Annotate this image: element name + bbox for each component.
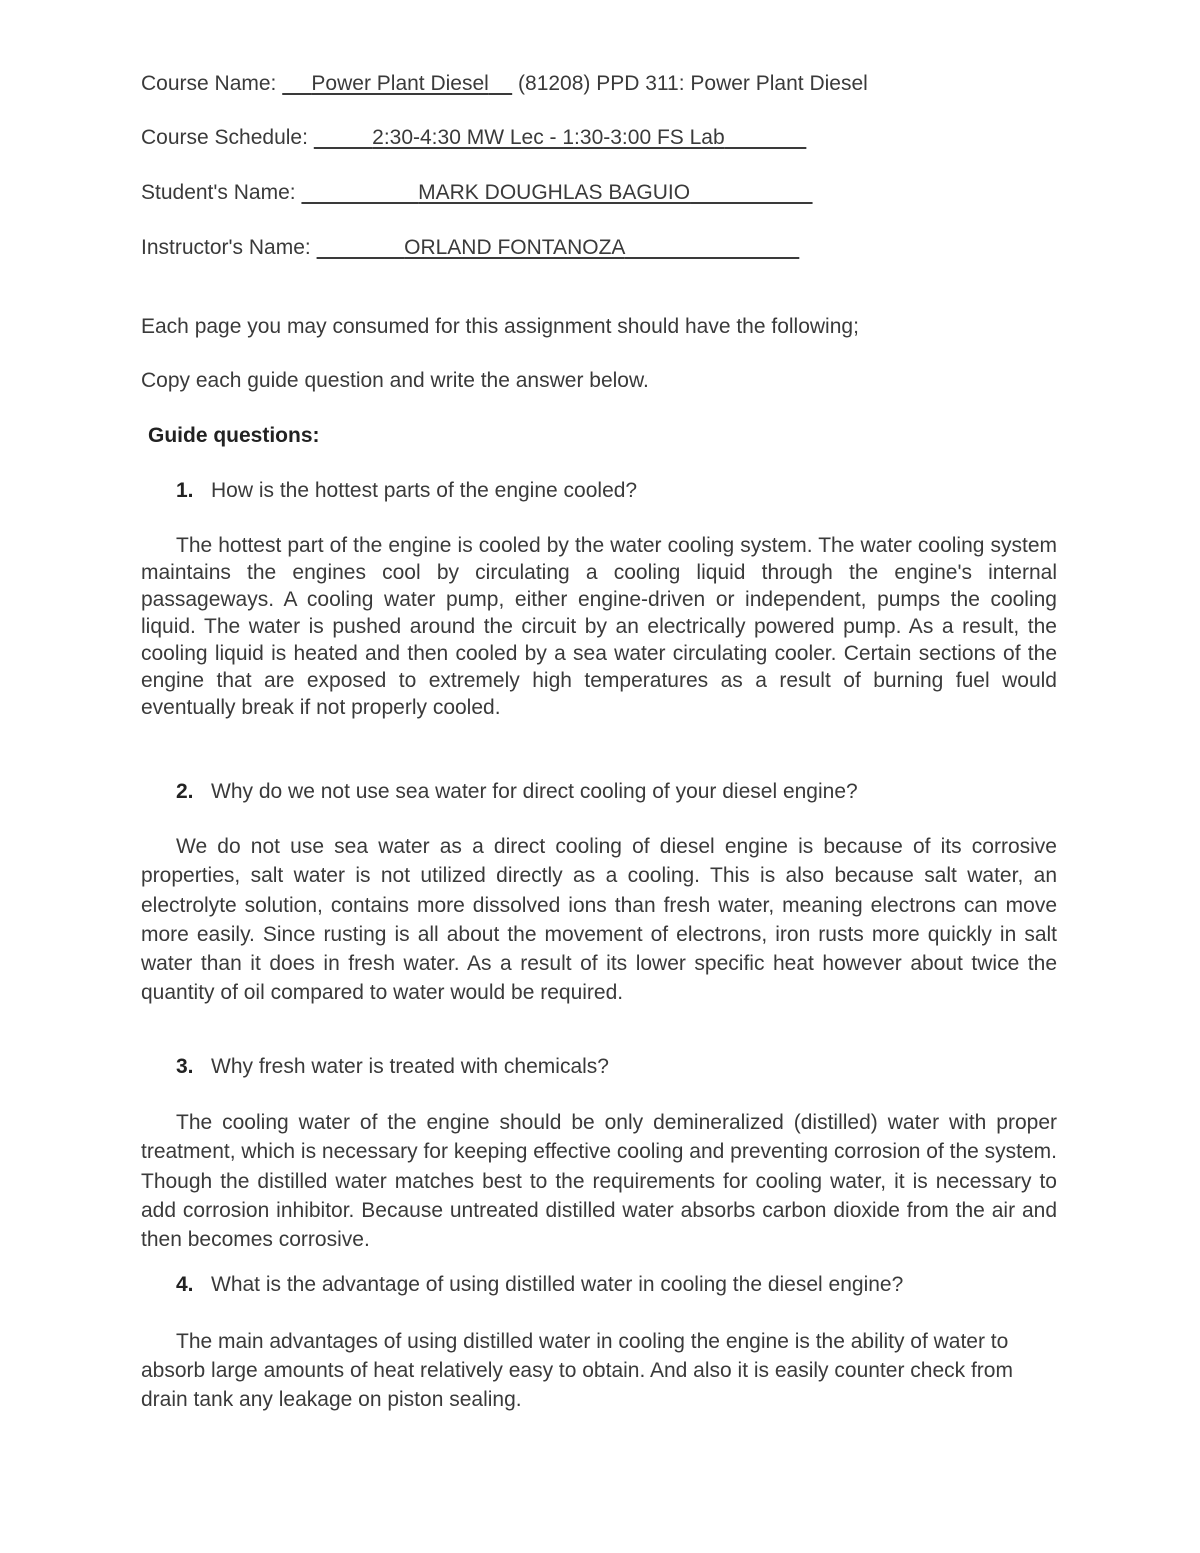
student-name-row (141, 180, 813, 206)
course-schedule-post-fill (725, 126, 807, 149)
course-schedule-pre-fill (314, 126, 372, 149)
student-name-value: MARK DOUGHLAS BAGUIO (418, 181, 691, 204)
course-schedule-value: 2:30-4:30 MW Lec - 1:30-3:00 FS Lab (372, 126, 725, 149)
question-text: Why do we not use sea water for direct cooling of your diesel engine? (211, 780, 858, 803)
instruction-line-2: Copy each guide question and write the answer below. (141, 369, 649, 392)
student-name-post-fill (690, 181, 813, 204)
question-number: 3. (176, 1055, 194, 1078)
question-4 (176, 1272, 903, 1298)
course-name-row (141, 71, 868, 97)
course-name-label: Course Name: (141, 72, 277, 95)
question-number: 4. (176, 1273, 194, 1296)
course-code: (81208) PPD 311: Power Plant Diesel (512, 72, 868, 95)
answer-3: The cooling water of the engine should be only demineralized (distilled) water with proper treatment, which is necessary for keeping effective cooling and preventing corrosion of the system. Though the distilled water matches best to the requirements for cooling water, it is necessary to add corrosion inhibitor. Because untreated distilled water absorbs carbon dioxide from the air and then becomes corrosive. (141, 1111, 1057, 1252)
instructor-name-pre-fill (317, 236, 405, 259)
course-schedule-label: Course Schedule: (141, 126, 308, 149)
answer-2: We do not use sea water as a direct cooling of diesel engine is because of its corrosive properties, salt water is not utilized directly as a cooling. This is also because salt water, an electrolyte solution, contains more dissolved ions than fresh water, meaning electrons can move more easily. Since rusting is all about the movement of electrons, iron rusts more quickly in salt water than it does in fresh water. As a result of its lower specific heat however about twice the quantity of oil compared to water would be required. (141, 835, 1057, 1005)
course-name-post-fill (489, 72, 512, 95)
course-name-value: Power Plant Diesel (311, 72, 489, 95)
question-1 (176, 478, 637, 504)
question-number: 2. (176, 780, 194, 803)
question-text: Why fresh water is treated with chemicals? (211, 1055, 609, 1078)
question-2 (176, 779, 858, 805)
answer-4: The main advantages of using distilled water in cooling the engine is the ability of water to absorb large amounts of heat relatively easy to obtain. And also it is easily counter check from drain tank any leakage on piston sealing. (141, 1330, 1013, 1411)
question-text: What is the advantage of using distilled water in cooling the diesel engine? (211, 1273, 904, 1296)
student-name-pre-fill (301, 181, 418, 204)
course-name-pre-fill (282, 72, 311, 95)
instruction-line-1: Each page you may consumed for this assignment should have the following; (141, 315, 859, 338)
student-name-label: Student's Name: (141, 181, 296, 204)
instructor-name-post-fill (624, 236, 799, 259)
instructor-name-label: Instructor's Name: (141, 236, 311, 259)
course-schedule-row (141, 125, 806, 151)
guide-questions-heading: Guide questions: (148, 424, 320, 447)
answer-1: The hottest part of the engine is cooled by the water cooling system. The water cooling system maintains the engines cool by circulating a cooling liquid through the engine's internal passageways. A cooling water pump, either engine-driven or independent, pumps the cooling liquid. The water is pushed around the circuit by an electrically powered pump. As a result, the cooling liquid is heated and then cooled by a sea water circulating cooler. Certain sections of the engine that are exposed to extremely high temperatures as a result of burning fuel would eventually break if not properly cooled. (141, 534, 1057, 719)
question-3 (176, 1054, 609, 1080)
instructor-name-row (141, 235, 799, 261)
instructor-name-value: ORLAND FONTANOZA (404, 236, 625, 259)
question-number: 1. (176, 479, 194, 502)
question-text: How is the hottest parts of the engine cooled? (211, 479, 638, 502)
